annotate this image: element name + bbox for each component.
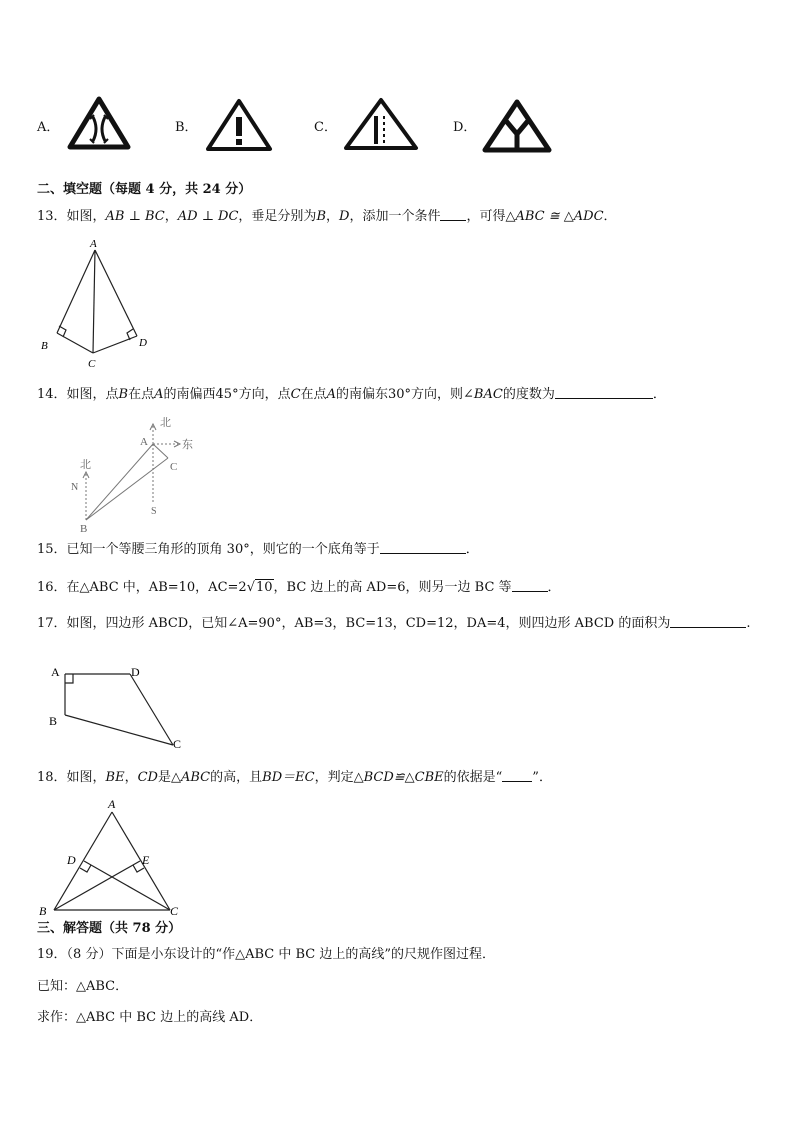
choice-c-label: C． — [314, 120, 337, 135]
choice-b-label: B． — [175, 120, 198, 135]
roadside-line-sign-icon — [342, 96, 420, 154]
exclamation-warning-sign-icon — [204, 97, 274, 153]
q14-figure — [60, 412, 220, 536]
section-2-title: 二、填空题（每题 4 分，共 24 分） — [37, 182, 252, 197]
q18-label-c: C — [170, 904, 179, 918]
question-17: 17．如图，四边形 ABCD，已知∠A=90°，AB=3，BC=13，CD=12，DA=4，则四边形 ABCD 的面积为 . — [37, 616, 751, 631]
q13-figure — [35, 236, 155, 370]
question-16: 16．在△ABC 中，AB=10，AC=2√10，BC 边上的高 AD=6，则另一边 BC 等 ． — [37, 580, 561, 595]
q14-label-s: S — [151, 506, 157, 517]
q17-label-d: D — [131, 665, 140, 679]
q17-label-a: A — [51, 665, 60, 679]
q18-label-b: B — [39, 904, 47, 918]
y-junction-sign-icon — [481, 98, 553, 154]
q18-label-a: A — [108, 797, 116, 811]
q18-label-d: D — [67, 853, 76, 867]
q14-label-c: C — [170, 461, 178, 473]
q14-label-a: A — [140, 436, 148, 448]
question-19-line-1: 19．（8 分）下面是小东设计的“作△ABC 中 BC 边上的高线”的尺规作图过程． — [37, 947, 496, 962]
answer-blank — [670, 615, 746, 628]
question-13: 13．如图，AB ⊥ BC，AD ⊥ DC，垂足分别为B，D，添加一个条件 ，可得△ABC ≅ △ADC． — [37, 209, 617, 224]
q13-label-a: A — [90, 238, 97, 250]
question-15: 15．已知一个等腰三角形的顶角 30°，则它的一个底角等于 ． — [37, 542, 479, 557]
q18-label-e: E — [142, 853, 150, 867]
q17-figure — [45, 660, 195, 754]
q14-label-n: N — [71, 482, 79, 493]
sqrt-radicand: 10 — [255, 580, 273, 595]
answer-blank — [555, 386, 653, 399]
question-19-line-3: 求作：△ABC 中 BC 边上的高线 AD． — [37, 1010, 263, 1025]
q13-label-b: B — [41, 340, 48, 352]
q14-label-north-top: 北 — [160, 417, 171, 429]
sqrt-symbol: √ — [246, 580, 255, 595]
question-14: 14．如图，点B在点A的南偏西45°方向，点C在点A的南偏东30°方向，则∠BAC的度数为 ． — [37, 387, 666, 402]
narrow-road-sign-icon — [66, 95, 132, 153]
answer-blank — [440, 208, 466, 221]
section-3-title: 三、解答题（共 78 分） — [37, 921, 182, 936]
q14-label-b: B — [80, 523, 88, 535]
q13-label-c: C — [88, 358, 96, 370]
answer-blank — [512, 579, 548, 592]
question-19-line-2: 已知：△ABC． — [37, 979, 129, 994]
question-18: 18．如图，BE，CD是△ABC的高，且BD＝EC，判定△BCD≌△CBE的依据是“ ”． — [37, 770, 552, 785]
choice-d-label: D． — [453, 120, 477, 135]
q13-label-d: D — [139, 337, 147, 349]
q17-label-b: B — [49, 714, 58, 728]
answer-blank — [380, 541, 466, 554]
q14-label-east: 东 — [182, 439, 193, 451]
q18-figure — [36, 794, 186, 918]
choice-a-label: A． — [37, 120, 60, 135]
answer-blank — [502, 769, 532, 782]
q14-label-north-left: 北 — [80, 459, 91, 471]
q17-label-c: C — [173, 737, 182, 751]
